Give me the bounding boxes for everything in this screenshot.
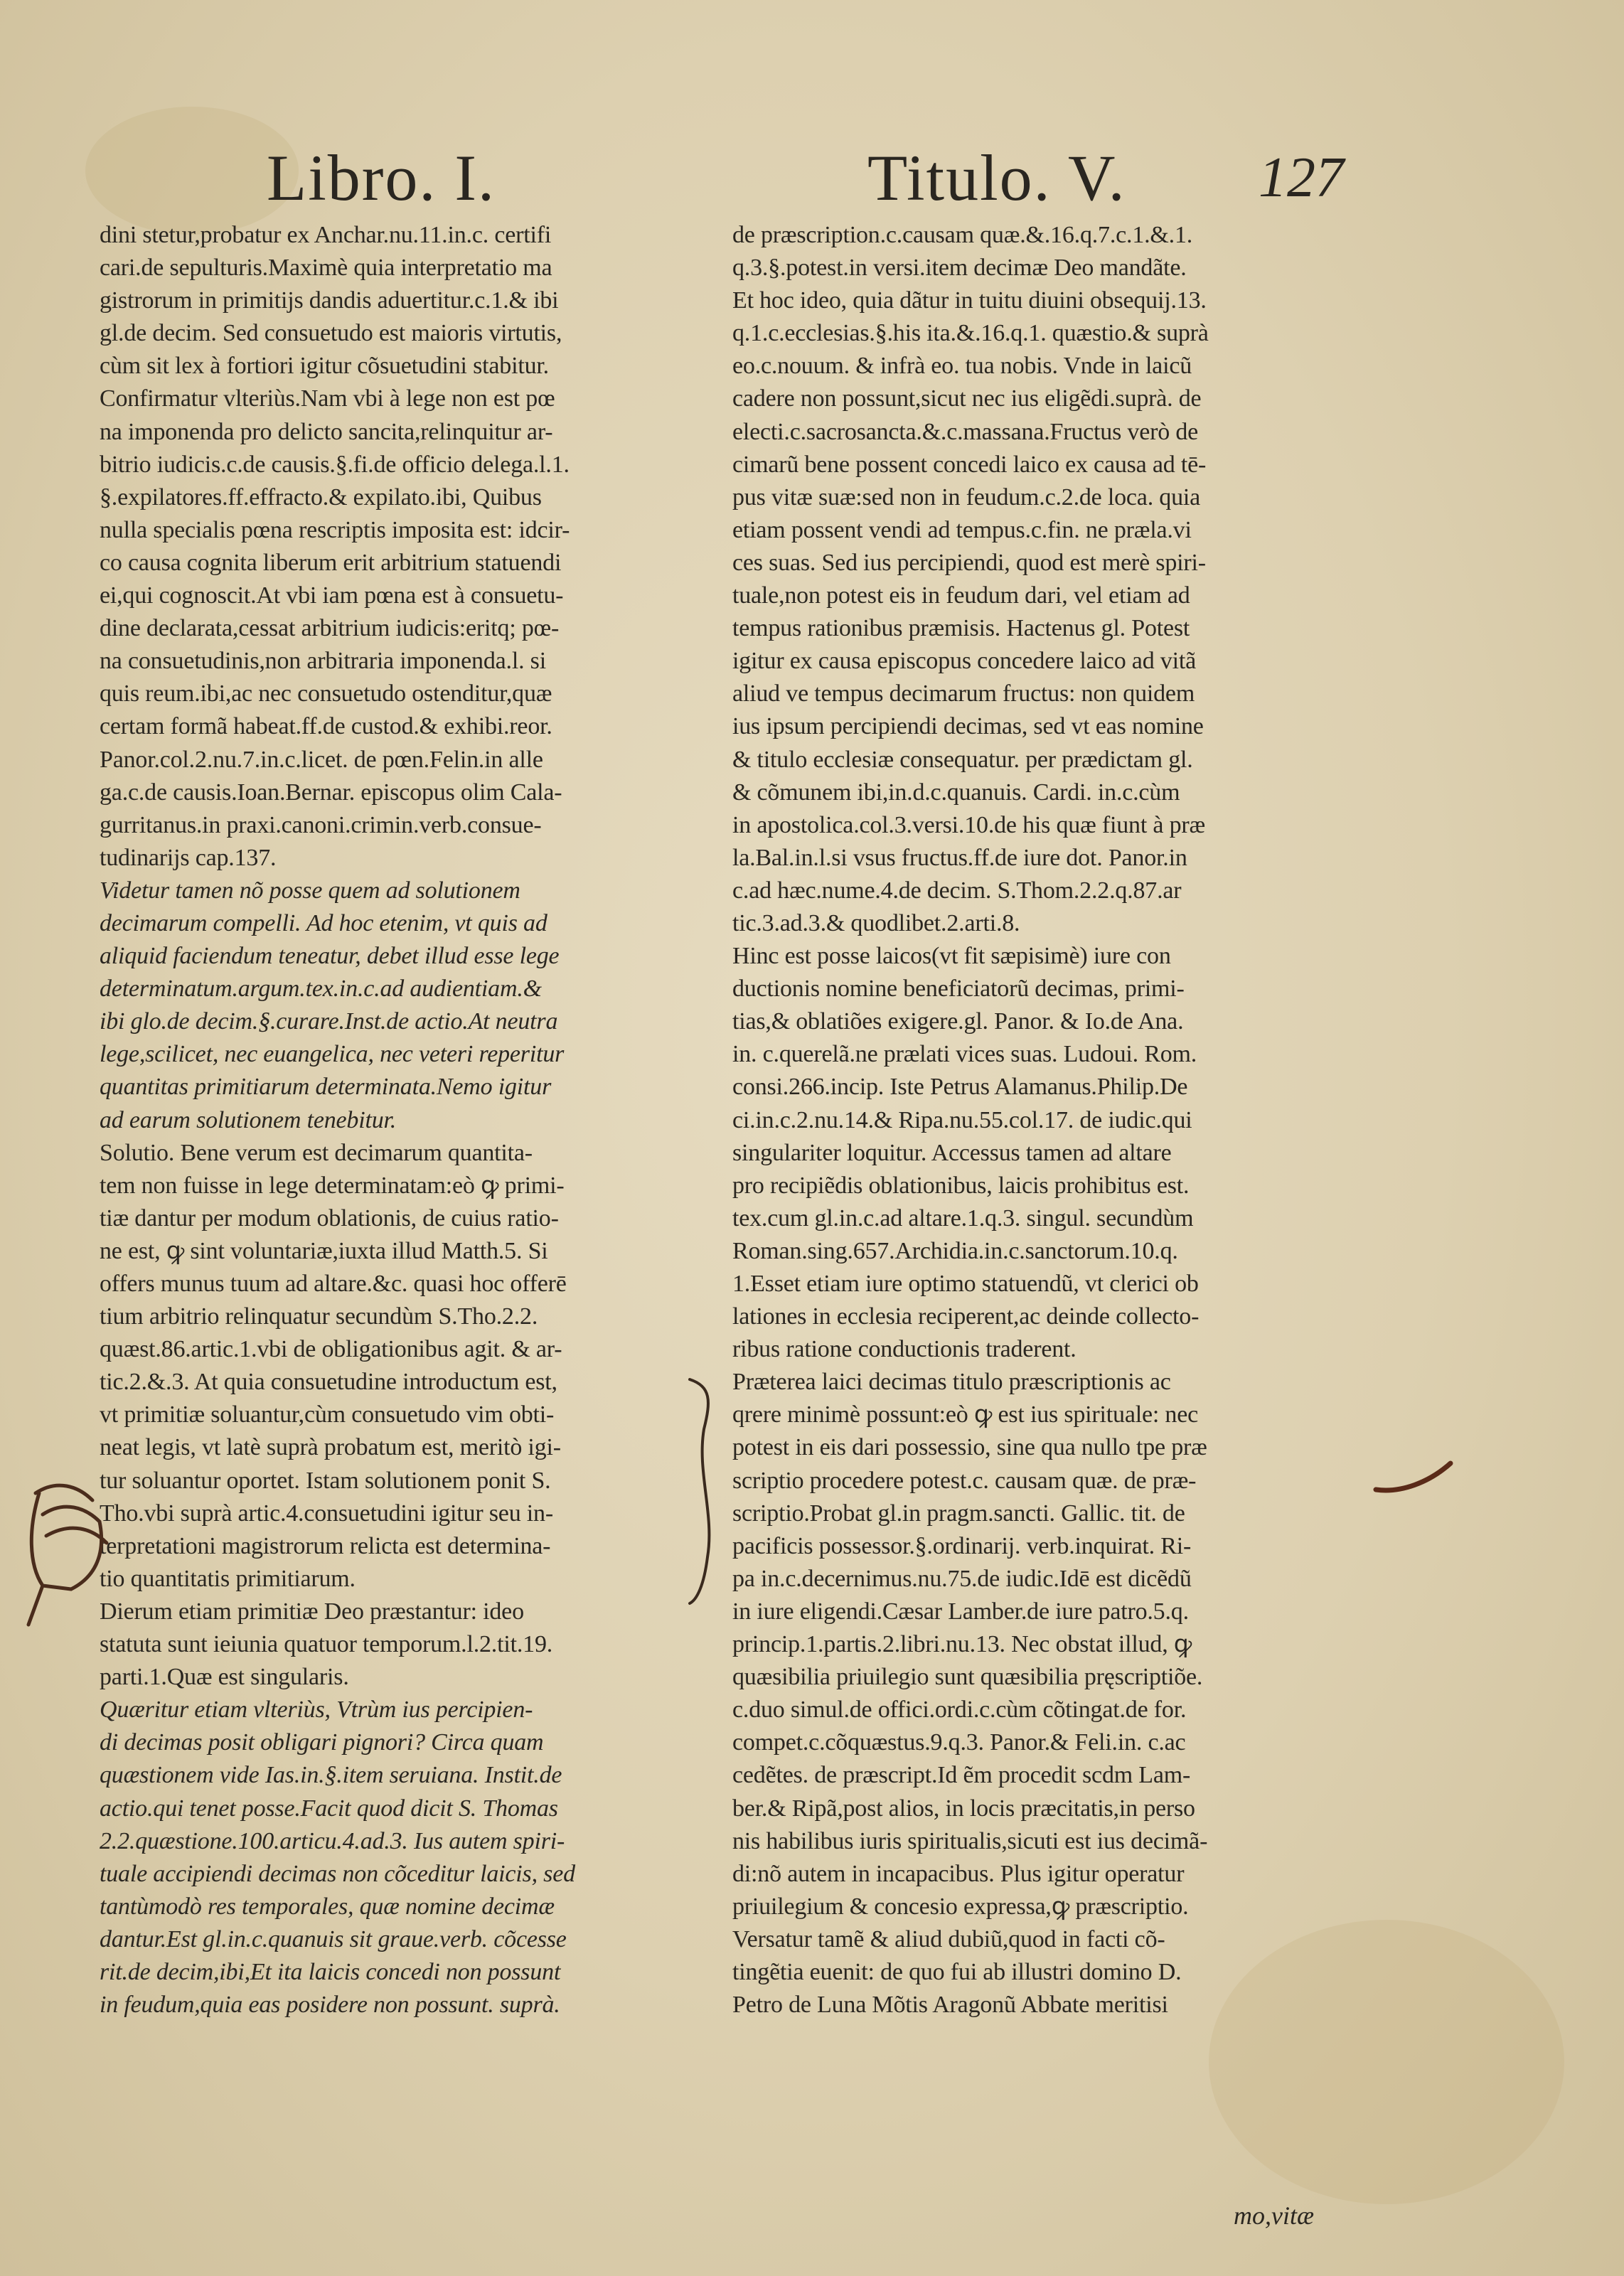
text-line: vt primitiæ soluantur,cùm consuetudo vim obti- [100, 1401, 555, 1428]
text-line: bitrio iudicis.c.de causis.§.fi.de officio delega.l.1. [100, 451, 570, 478]
text-line: q.3.§.potest.in versi.item decimæ Deo mandãte. [732, 255, 1187, 282]
text-line: tias,& oblatiões exigere.gl. Panor. & Io.de Ana. [732, 1008, 1184, 1035]
text-line: cari.de sepulturis.Maximè quia interpretatio ma [100, 255, 552, 282]
text-line: offers munus tuum ad altare.&c. quasi hoc offerē [100, 1271, 567, 1297]
text-line: ius ipsum percipiendi decimas, sed vt eas nomine [732, 713, 1204, 740]
text-line: pro recipiẽdis oblationibus, laicis prohibitus est. [732, 1172, 1190, 1199]
text-line: quæsibilia priuilegio sunt quæsibilia pręscriptiõe. [732, 1664, 1203, 1691]
text-line: compet.c.cõquæstus.9.q.3. Panor.& Feli.in. c.ac [732, 1729, 1186, 1756]
text-line: Videtur tamen nõ posse quem ad solutionem [100, 877, 520, 904]
text-line: dine declarata,cessat arbitrium iudicis:eritq; pœ- [100, 615, 560, 642]
text-line: Quæritur etiam vlteriùs, Vtrùm ius percipien- [100, 1697, 533, 1724]
text-line: tiæ dantur per modum oblationis, de cuius ratio- [100, 1204, 559, 1232]
text-line: nis habilibus iuris spiritualis,sicuti est ius decimã- [732, 1827, 1208, 1854]
text-line: tium arbitrio relinquatur secundùm S.Tho.2.2. [100, 1303, 538, 1330]
text-line: pa in.c.decernimus.nu.75.de iudic.Idē est dicẽdũ [732, 1565, 1192, 1592]
text-line: aliquid faciendum teneatur, debet illud esse lege [100, 943, 560, 970]
text-line: ci.in.c.2.nu.14.& Ripa.nu.55.col.17. de iudic.qui [732, 1106, 1192, 1133]
text-line: tem non fuisse in lege determinatam:eò ꝙ primi- [100, 1172, 565, 1199]
text-line: Versatur tamẽ & aliud dubiũ,quod in facti cõ- [732, 1925, 1165, 1952]
text-line: na imponenda pro delicto sancita,relinquitur ar- [100, 418, 553, 445]
text-line: in. c.querelã.ne prælati vices suas. Ludoui. Rom. [732, 1041, 1197, 1068]
text-line: tuale,non potest eis in feudum dari, vel etiam ad [732, 582, 1190, 609]
text-line: q.1.c.ecclesias.§.his ita.&.16.q.1. quæstio.& suprà [732, 320, 1209, 347]
text-line: quantitas primitiarum determinata.Nemo igitur [100, 1074, 552, 1101]
text-line: parti.1.Quæ est singularis. [100, 1664, 349, 1691]
text-line: dini stetur,probatur ex Anchar.nu.11.in.c. certifi [100, 222, 552, 248]
running-head-book: Libro. I. [267, 141, 496, 214]
text-line: cadere non possunt,sicut nec ius eligẽdi.suprà. de [732, 385, 1202, 412]
text-line: & cõmunem ibi,in.d.c.quanuis. Cardi. in.c.cùm [732, 779, 1180, 806]
text-line: actio.qui tenet posse.Facit quod dicit S. Thomas [100, 1795, 558, 1822]
text-line: ribus ratione conductionis traderent. [732, 1336, 1077, 1363]
text-line: neat legis, vt latè suprà probatum est, meritò igi- [100, 1434, 561, 1461]
text-line: gl.de decim. Sed consuetudo est maioris virtutis, [100, 320, 562, 347]
margin-bracket-ink-mark [683, 1372, 725, 1607]
text-line: etiam possent vendi ad tempus.c.fin. ne præla.vi [732, 516, 1192, 543]
text-line: quæstionem vide Ias.in.§.item seruiana. Instit.de [100, 1762, 562, 1789]
text-line: Et hoc ideo, quia dãtur in tuitu diuini obsequij.13. [732, 287, 1207, 314]
text-line: determinatum.argum.tex.in.c.ad audientiam.& [100, 976, 542, 1003]
text-line: decimarum compelli. Ad hoc etenim, vt quis ad [100, 909, 547, 936]
text-line: tur soluantur oportet. Istam solutionem ponit S. [100, 1467, 551, 1494]
text-line: la.Bal.in.l.si vsus fructus.ff.de iure dot. Panor.in [732, 844, 1187, 871]
text-line: scriptio.Probat gl.in pragm.sancti. Gallic. tit. de [732, 1500, 1185, 1527]
text-line: ductionis nomine beneficiatorũ decimas, primi- [732, 976, 1185, 1003]
text-line: nulla specialis pœna rescriptis imposita est: idcir- [100, 516, 570, 543]
text-line: cedẽtes. de præscript.Id ẽm procedit scdm Lam- [732, 1762, 1191, 1789]
text-line: pacificis possessor.§.ordinarij. verb.inquirat. Ri- [732, 1532, 1192, 1559]
text-line: statuta sunt ieiunia quatuor temporum.l.2.tit.19. [100, 1631, 553, 1658]
text-line: Roman.sing.657.Archidia.in.c.sanctorum.10.q. [732, 1237, 1178, 1264]
text-line: certam formã habeat.ff.de custod.& exhibi.reor. [100, 713, 552, 740]
text-line: Solutio. Bene verum est decimarum quantita- [100, 1139, 533, 1166]
running-head-title: Titulo. V. [867, 141, 1126, 214]
left-column [100, 219, 711, 2021]
text-line: pus vitæ suæ:sed non in feudum.c.2.de loca. quia [732, 483, 1201, 511]
text-line: singulariter loquitur. Accessus tamen ad altare [732, 1139, 1172, 1166]
text-line: lationes in ecclesia reciperent,ac deinde collecto- [732, 1303, 1200, 1330]
text-line: §.expilatores.ff.effracto.& expilato.ibi, Quibus [100, 483, 542, 511]
text-line: ad earum solutionem tenebitur. [100, 1106, 397, 1133]
text-line: lege,scilicet, nec euangelica, nec veteri reperitur [100, 1041, 565, 1068]
text-line: priuilegium & concesio expressa,ꝙ præscriptio. [732, 1893, 1189, 1920]
text-line: Confirmatur vlteriùs.Nam vbi à lege non est pœ [100, 385, 555, 412]
text-line: ei,qui cognoscit.At vbi iam pœna est à consuetu- [100, 582, 564, 609]
text-line: in feudum,quia eas posidere non possunt. suprà. [100, 1992, 560, 2019]
text-line: potest in eis dari possessio, sine qua nullo tpe præ [732, 1434, 1207, 1461]
text-line: tuale accipiendi decimas non cõceditur laicis, sed [100, 1860, 575, 1887]
text-line: c.duo simul.de offici.ordi.c.cùm cõtingat.de for. [732, 1697, 1187, 1724]
text-line: tex.cum gl.in.c.ad altare.1.q.3. singul. secundùm [732, 1204, 1194, 1232]
text-line: scriptio procedere potest.c. causam quæ. de præ- [732, 1467, 1197, 1494]
text-line: gurritanus.in praxi.canoni.crimin.verb.consue- [100, 811, 542, 838]
text-line: Dierum etiam primitiæ Deo præstantur: ideo [100, 1598, 524, 1625]
text-line: cimarũ bene possent concedi laico ex causa ad tē- [732, 451, 1207, 478]
text-line: tempus rationibus præmisis. Hactenus gl. Potest [732, 615, 1190, 642]
text-line: gistrorum in primitijs dandis aduertitur.c.1.& ibi [100, 287, 559, 314]
text-line: di decimas posit obligari pignori? Circa quam [100, 1729, 544, 1756]
text-line: dantur.Est gl.in.c.quanuis sit graue.verb. cõcesse [100, 1925, 567, 1952]
text-line: aliud ve tempus decimarum fructus: non quidem [732, 680, 1195, 707]
text-line: tudinarijs cap.137. [100, 844, 277, 871]
text-line: quæst.86.artic.1.vbi de obligationibus agit. & ar- [100, 1336, 562, 1363]
text-line: Tho.vbi suprà artic.4.consuetudini igitur seu in- [100, 1500, 553, 1527]
text-line: tio quantitatis primitiarum. [100, 1565, 356, 1592]
catchword: mo,vitæ [1234, 2201, 1314, 2230]
text-line: eo.c.nouum. & infrà eo. tua nobis. Vnde in laicũ [732, 353, 1192, 380]
text-line: co causa cognita liberum erit arbitrium statuendi [100, 549, 562, 576]
text-line: tic.3.ad.3.& quodlibet.2.arti.8. [732, 909, 1020, 936]
text-line: Hinc est posse laicos(vt fit sæpisimè) iure con [732, 943, 1171, 970]
text-line: qrere minimè possunt:eò ꝙ est ius spirituale: nec [732, 1401, 1198, 1428]
text-line: princip.1.partis.2.libri.nu.13. Nec obstat illud, ꝙ [732, 1631, 1192, 1658]
text-line: c.ad hæc.nume.4.de decim. S.Thom.2.2.q.87.ar [732, 877, 1182, 904]
text-line: in iure eligendi.Cæsar Lamber.de iure patro.5.q. [732, 1598, 1189, 1625]
text-line: cùm sit lex à fortiori igitur cõsuetudini stabitur. [100, 353, 549, 380]
text-line: Præterea laici decimas titulo præscriptionis ac [732, 1369, 1171, 1396]
text-line: electi.c.sacrosancta.&.c.massana.Fructus verò de [732, 418, 1199, 445]
text-line: ces suas. Sed ius percipiendi, quod est merè spiri- [732, 549, 1206, 576]
text-line: na consuetudinis,non arbitraria imponenda.l. si [100, 648, 546, 675]
text-line: quis reum.ibi,ac nec consuetudo ostenditur,quæ [100, 680, 552, 707]
text-line: ga.c.de causis.Ioan.Bernar. episcopus olim Cala- [100, 779, 562, 806]
text-line: consi.266.incip. Iste Petrus Alamanus.Philip.De [732, 1074, 1188, 1101]
margin-stroke-ink-mark [1372, 1458, 1458, 1500]
text-line: igitur ex causa episcopus concedere laico ad vitã [732, 648, 1196, 675]
text-line: 1.Esset etiam iure optimo statuendũ, vt clerici ob [732, 1271, 1199, 1297]
text-line: rit.de decim,ibi,Et ita laicis concedi non possunt [100, 1958, 561, 1985]
text-line: tingẽtia euenit: de quo fui ab illustri domino D. [732, 1958, 1182, 1985]
text-line: 2.2.quæstione.100.articu.4.ad.3. Ius autem spiri- [100, 1827, 565, 1854]
text-line: terpretationi magistrorum relicta est determina- [100, 1532, 551, 1559]
page-number: 127 [1259, 146, 1344, 209]
text-line: ber.& Ripã,post alios, in locis præcitatis,in perso [732, 1795, 1195, 1822]
text-line: ibi glo.de decim.§.curare.Inst.de actio.At neutra [100, 1008, 558, 1035]
text-line: Panor.col.2.nu.7.in.c.licet. de pœn.Felin.in alle [100, 746, 543, 773]
text-line: de præscription.c.causam quæ.&.16.q.7.c.1.&.1. [732, 222, 1193, 248]
text-line: tic.2.&.3. At quia consuetudine introductum est, [100, 1369, 557, 1396]
manicule-ink-mark [14, 1472, 128, 1628]
text-line: Petro de Luna Mõtis Aragonũ Abbate meritisi [732, 1992, 1168, 2019]
text-line: in apostolica.col.3.versi.10.de his quæ fiunt à præ [732, 811, 1205, 838]
text-line: & titulo ecclesiæ consequatur. per prædictam gl. [732, 746, 1193, 773]
text-line: di:nõ autem in incapacibus. Plus igitur operatur [732, 1860, 1185, 1887]
right-column [732, 219, 1358, 2021]
text-line: tantùmodò res temporales, quæ nomine decimæ [100, 1893, 555, 1920]
text-line: ne est, ꝙ sint voluntariæ,iuxta illud Matth.5. Si [100, 1237, 548, 1264]
